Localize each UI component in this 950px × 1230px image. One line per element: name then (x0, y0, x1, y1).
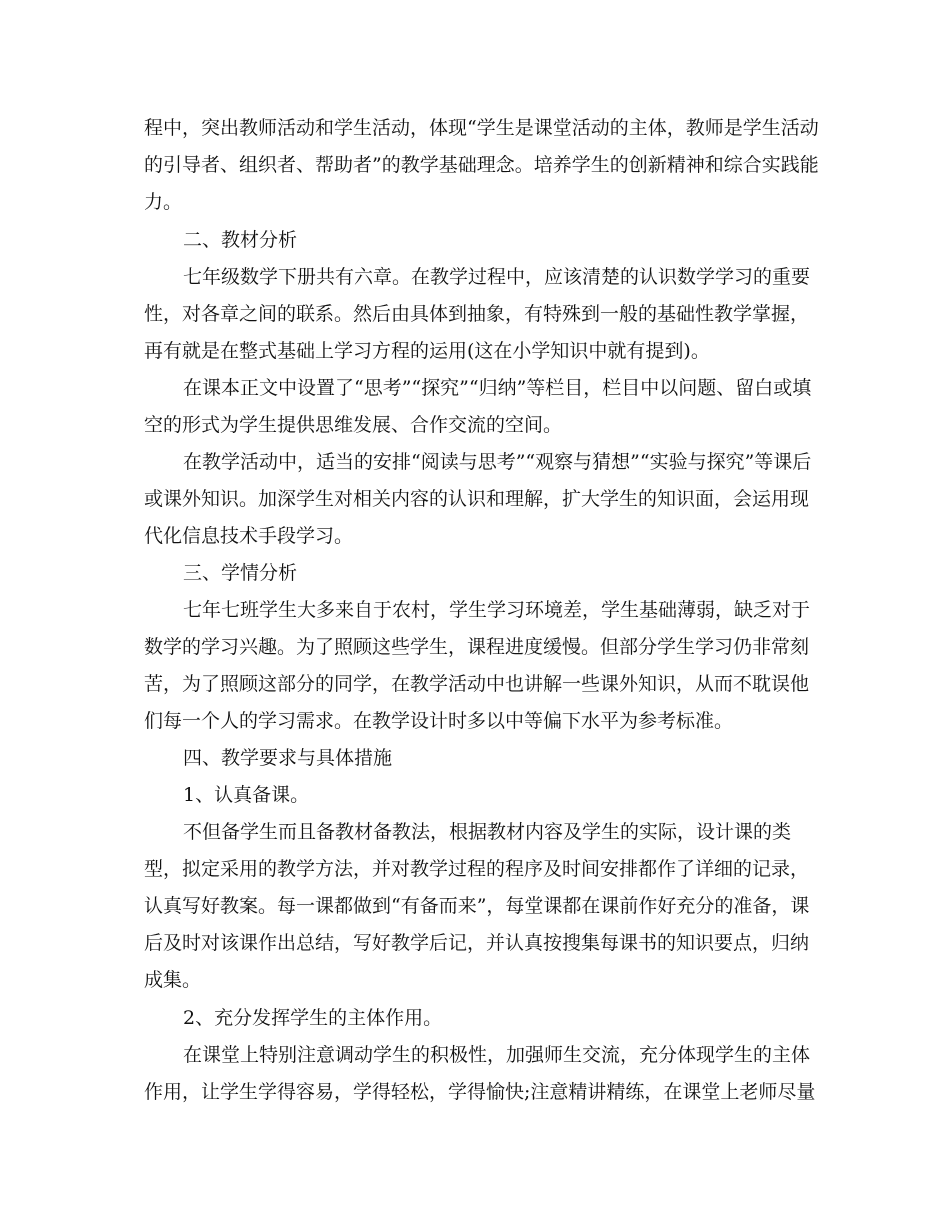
text-line: 在课堂上特别注意调动学生的积极性，加强师生交流，充分体现学生的主体 (183, 1044, 811, 1066)
text-line: 代化信息技术手段学习。 (144, 525, 354, 547)
text-line: 程中，突出教师活动和学生活动，体现“学生是课堂活动的主体，教师是学生活动 (144, 117, 819, 139)
subsection-heading: 1、认真备课。 (183, 784, 310, 806)
text-line: 性，对各章之间的联系。然后由具体到抽象，有特殊到一般的基础性教学掌握， (144, 303, 810, 325)
text-line: 七年级数学下册共有六章。在教学过程中，应该清楚的认识数学学习的重要 (183, 266, 811, 288)
text-line: 数学的学习兴趣。为了照顾这些学生，课程进度缓慢。但部分学生学习仍非常刻 (144, 636, 810, 658)
text-line: 成集。 (144, 969, 202, 991)
text-line: 在教学活动中，适当的安排“阅读与思考”“观察与猜想”“实验与探究”等课后 (183, 451, 812, 473)
text-line: 空的形式为学生提供思维发展、合作交流的空间。 (144, 414, 563, 436)
text-line: 作用，让学生学得容易，学得轻松，学得愉快;注意精讲精练，在课堂上老师尽量 (144, 1081, 816, 1103)
text-line: 型，拟定采用的教学方法，并对教学过程的程序及时间安排都作了详细的记录， (144, 858, 810, 880)
text-line: 苦，为了照顾这部分的同学，在教学活动中也讲解一些课外知识，从而不耽误他 (144, 673, 810, 695)
text-line: 在课本正文中设置了“思考”“探究”“归纳”等栏目，栏目中以问题、留白或填 (183, 377, 812, 399)
text-line: 再有就是在整式基础上学习方程的运用(这在小学知识中就有提到)。 (144, 340, 710, 362)
section-heading: 四、教学要求与具体措施 (183, 747, 393, 769)
text-line: 或课外知识。加深学生对相关内容的认识和理解，扩大学生的知识面，会运用现 (144, 488, 810, 510)
text-line: 认真写好教案。每一课都做到“有备而来”，每堂课都在课前作好充分的准备，课 (144, 895, 810, 917)
text-line: 后及时对该课作出总结，写好教学后记，并认真按搜集每课书的知识要点，归纳 (144, 932, 810, 954)
section-heading: 二、教材分析 (183, 229, 298, 251)
subsection-heading: 2、充分发挥学生的主体作用。 (183, 1007, 443, 1029)
text-line: 的引导者、组织者、帮助者”的教学基础理念。培养学生的创新精神和综合实践能 (144, 154, 819, 176)
section-heading: 三、学情分析 (183, 562, 298, 584)
text-line: 们每一个人的学习需求。在教学设计时多以中等偏下水平为参考标准。 (144, 710, 734, 732)
text-line: 不但备学生而且备教材备教法，根据教材内容及学生的实际，设计课的类 (183, 821, 792, 843)
text-line: 力。 (144, 191, 183, 213)
text-line: 七年七班学生大多来自于农村，学生学习环境差，学生基础薄弱，缺乏对于 (183, 599, 811, 621)
